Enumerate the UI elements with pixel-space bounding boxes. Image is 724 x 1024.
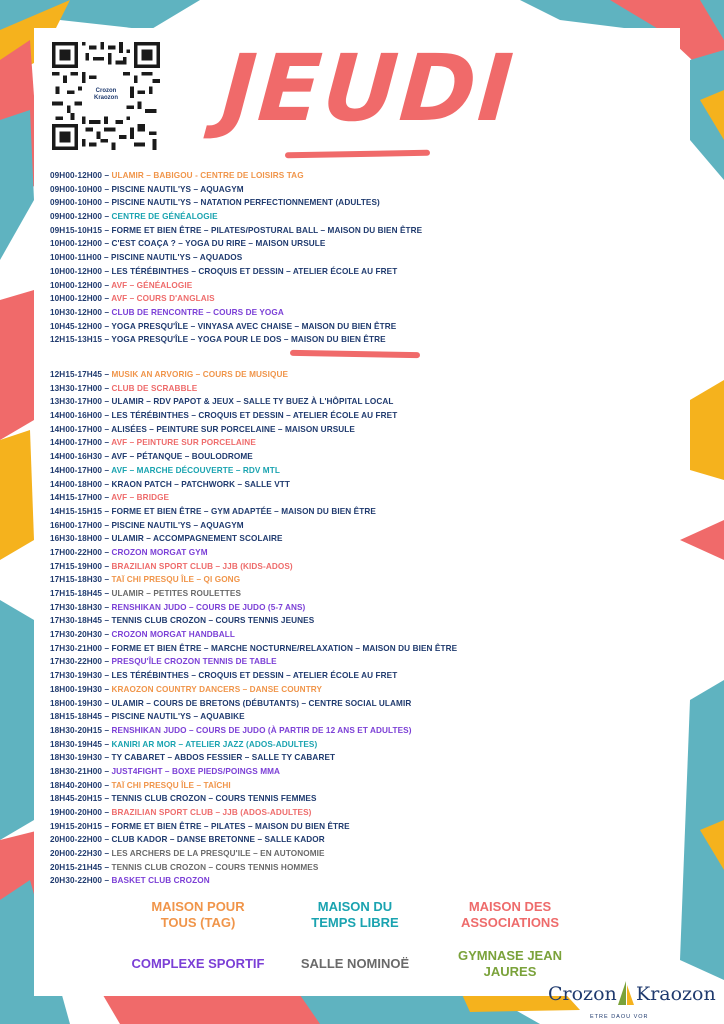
entry-activity: PISCINE NAUTIL'YS – AQUADOS (111, 253, 243, 263)
entry-activity: TENNIS CLUB CROZON – COURS TENNIS JEUNES (111, 616, 315, 626)
schedule-entry (50, 683, 457, 697)
entry-time: 14H15-15H15 (50, 506, 103, 516)
schedule-entry (50, 792, 457, 806)
entry-time: 09H00-12H00 (50, 171, 103, 180)
entry-time: 17H15-18H30 (50, 575, 103, 585)
schedule-entry (50, 806, 457, 820)
legend-gymnase-jean-jaures (440, 948, 580, 980)
schedule-entry (50, 847, 457, 861)
entry-separator: – (102, 465, 112, 475)
entry-time: 12H15-17H45 (50, 370, 103, 379)
entry-activity: TY CABARET – ABDOS FESSIER – SALLE TY CABARET (111, 753, 336, 763)
schedule-entry (50, 724, 457, 738)
qr-code[interactable] (52, 42, 160, 150)
entry-separator: – (102, 479, 112, 489)
entry-time: 10H00-12H00 (50, 280, 103, 290)
entry-separator: – (102, 739, 112, 749)
entry-separator: – (102, 602, 112, 612)
entry-separator: – (102, 630, 112, 640)
entry-activity: FORME ET BIEN ÊTRE – MARCHE NOCTURNE/RELAXATION – MAISON DU BIEN ÊTRE (111, 643, 458, 653)
entry-time: 17H30-22H00 (50, 657, 103, 667)
entry-time: 18H30-19H30 (50, 753, 103, 763)
schedule-entry (50, 710, 457, 724)
entry-activity: PISCINE NAUTIL'YS – AQUAGYM (111, 520, 244, 530)
schedule-entry (50, 628, 457, 642)
schedule-entry (50, 532, 457, 546)
legend-label: MAISON DES (468, 899, 552, 914)
logo-word-crozon: Crozon (548, 983, 617, 1005)
schedule-entry (50, 491, 457, 505)
entry-separator: – (102, 212, 112, 222)
entry-separator: – (102, 547, 112, 557)
entry-separator: – (102, 808, 112, 817)
entry-time: 10H00-12H00 (50, 239, 103, 249)
schedule-entry (50, 697, 457, 711)
legend-salle-nominoe: SALLE NOMINOË (300, 956, 410, 971)
entry-separator: – (102, 575, 112, 585)
schedule-entry (50, 751, 457, 765)
entry-time: 09H00-12H00 (50, 212, 103, 222)
entry-separator: – (102, 712, 112, 722)
entry-separator: – (102, 794, 112, 804)
entry-time: 19H00-20H00 (50, 808, 103, 817)
entry-activity: JUST4FIGHT – BOXE PIEDS/POINGS MMA (111, 766, 281, 776)
entry-separator: – (102, 438, 112, 448)
schedule-entry (50, 306, 422, 320)
schedule-entry (50, 292, 422, 306)
legend-label: TEMPS LIBRE (311, 915, 399, 930)
entry-time: 18H15-18H45 (50, 712, 103, 722)
schedule-entry (50, 423, 457, 437)
schedule-entry (50, 820, 457, 834)
entry-separator: – (102, 821, 112, 831)
entry-activity: FORME ET BIEN ÊTRE – PILATES/POSTURAL BALL – MAISON DU BIEN ÊTRE (111, 225, 423, 235)
schedule-entry (50, 237, 422, 251)
schedule-entry (50, 320, 422, 334)
entry-separator: – (102, 198, 112, 208)
schedule-entry (50, 669, 457, 683)
entry-time: 18H00-19H30 (50, 684, 103, 694)
schedule-entry (50, 382, 457, 396)
entry-time: 18H00-19H30 (50, 698, 103, 708)
entry-separator: – (102, 321, 112, 331)
entry-activity: YOGA PRESQU'ÎLE – YOGA POUR LE DOS – MAISON DU BIEN ÊTRE (111, 335, 386, 345)
entry-separator: – (102, 171, 112, 180)
entry-time: 18H30-19H45 (50, 739, 103, 749)
schedule-entry (50, 450, 457, 464)
schedule-entry (50, 560, 457, 574)
entry-activity: BRAZILIAN SPORT CLUB – JJB (ADOS-ADULTES) (111, 808, 312, 817)
schedule-entry (50, 464, 457, 478)
entry-activity: CENTRE DE GÉNÉALOGIE (111, 212, 218, 222)
entry-separator: – (102, 876, 112, 886)
entry-time: 20H00-22H30 (50, 849, 103, 859)
entry-time: 09H15-10H15 (50, 225, 103, 235)
entry-time: 14H00-16H30 (50, 452, 103, 462)
entry-activity: MUSIK AN ARVORIG – COURS DE MUSIQUE (111, 370, 289, 379)
schedule-entry (50, 874, 457, 888)
entry-activity: CLUB KADOR – DANSE BRETONNE – SALLE KADOR (111, 835, 325, 845)
entry-separator: – (102, 725, 112, 735)
entry-time: 17H15-19H00 (50, 561, 103, 571)
schedule-entry (50, 265, 422, 279)
schedule-entry (50, 779, 457, 793)
entry-activity: ULAMIR – ACCOMPAGNEMENT SCOLAIRE (111, 534, 283, 544)
entry-separator: – (102, 452, 112, 462)
schedule-entry (50, 210, 422, 224)
schedule-entry (50, 183, 422, 197)
entry-activity: PISCINE NAUTIL'YS – AQUABIKE (111, 712, 245, 722)
entry-activity: CROZON MORGAT HANDBALL (111, 630, 235, 640)
entry-time: 13H30-17H00 (50, 383, 103, 393)
entry-separator: – (102, 239, 112, 249)
entry-activity: ULAMIR – PETITES ROULETTES (111, 589, 242, 598)
entry-separator: – (102, 835, 112, 845)
entry-separator: – (102, 335, 112, 345)
entry-time: 14H00-16H00 (50, 411, 103, 421)
entry-activity: KRAON PATCH – PATCHWORK – SALLE VTT (111, 479, 290, 489)
entry-separator: – (102, 184, 112, 194)
entry-separator: – (102, 561, 112, 571)
legend-complexe-sportif: COMPLEXE SPORTIF (131, 956, 265, 971)
entry-activity: AVF – BRIDGE (111, 493, 170, 503)
entry-time: 14H00-17H00 (50, 465, 103, 475)
schedule-entry (50, 251, 422, 265)
schedule-entry (50, 642, 457, 656)
page-title: JEUDI (218, 35, 519, 142)
entry-time: 20H30-22H00 (50, 876, 103, 886)
entry-time: 10H00-12H00 (50, 266, 103, 276)
entry-separator: – (102, 307, 112, 317)
entry-separator: – (102, 753, 112, 763)
entry-time: 09H00-10H00 (50, 198, 103, 208)
entry-activity: AVF – PEINTURE SUR PORCELAINE (111, 438, 256, 448)
afternoon-schedule-list (50, 368, 457, 888)
entry-time: 14H00-17H00 (50, 424, 103, 434)
entry-activity: PISCINE NAUTIL'YS – NATATION PERFECTIONNEMENT (ADULTES) (111, 198, 380, 208)
entry-time: 19H15-20H15 (50, 821, 103, 831)
entry-activity: AVF – COURS D'ANGLAIS (111, 294, 215, 304)
schedule-entry (50, 519, 457, 533)
entry-activity: KANIRI AR MOR – ATELIER JAZZ (ADOS-ADULTES) (111, 739, 318, 749)
entry-activity: CLUB DE RENCONTRE – COURS DE YOGA (111, 307, 284, 317)
entry-time: 17H00-22H00 (50, 547, 103, 557)
entry-time: 18H45-20H15 (50, 794, 103, 804)
entry-time: 17H30-21H00 (50, 643, 103, 653)
schedule-entry (50, 587, 457, 601)
entry-time: 18H30-21H00 (50, 766, 103, 776)
morning-schedule-list (50, 169, 422, 347)
legend-label: TOUS (TAG) (160, 915, 236, 930)
schedule-entry (50, 333, 422, 347)
entry-activity: TAÏ CHI PRESQU ÎLE – QI GONG (111, 575, 241, 585)
schedule-entry (50, 436, 457, 450)
entry-separator: – (102, 225, 112, 235)
schedule-entry (50, 409, 457, 423)
entry-activity: AVF – GÉNÉALOGIE (111, 280, 193, 290)
schedule-entry (50, 573, 457, 587)
entry-activity: YOGA PRESQU'ÎLE – VINYASA AVEC CHAISE – MAISON DU BIEN ÊTRE (111, 321, 397, 331)
entry-activity: LES ARCHERS DE LA PRESQU'ILE – EN AUTONOMIE (111, 849, 325, 859)
entry-time: 09H00-10H00 (50, 184, 103, 194)
schedule-entry (50, 368, 457, 382)
entry-separator: – (102, 383, 112, 393)
entry-time: 16H00-17H00 (50, 520, 103, 530)
entry-time: 10H45-12H00 (50, 321, 103, 331)
entry-time: 14H00-18H00 (50, 479, 103, 489)
entry-time: 17H15-18H45 (50, 589, 103, 598)
entry-activity: ULAMIR – COURS DE BRETONS (DÉBUTANTS) – CENTRE SOCIAL ULAMIR (111, 698, 412, 708)
logo-tagline: ETRE DAOU VOR (590, 1014, 649, 1020)
entry-separator: – (102, 294, 112, 304)
entry-activity: ALISÉES – PEINTURE SUR PORCELAINE – MAISON URSULE (111, 424, 355, 434)
sailboat-icon (616, 979, 636, 1009)
schedule-entry (50, 395, 457, 409)
legend-maison-pour-tous (133, 899, 263, 931)
legend-label: GYMNASE JEAN (457, 948, 563, 963)
entry-separator: – (102, 411, 112, 421)
entry-time: 16H30-18H00 (50, 534, 103, 544)
entry-separator: – (102, 780, 112, 790)
entry-activity: KRAOZON COUNTRY DANCERS – DANSE COUNTRY (111, 684, 323, 694)
schedule-entry (50, 279, 422, 293)
schedule-entry (50, 224, 422, 238)
entry-activity: FORME ET BIEN ÊTRE – GYM ADAPTÉE – MAISON DU BIEN ÊTRE (111, 506, 376, 516)
entry-time: 17H30-19H30 (50, 671, 103, 681)
entry-activity: AVF – PÉTANQUE – BOULODROME (111, 452, 253, 462)
entry-separator: – (102, 671, 112, 681)
schedule-entry (50, 196, 422, 210)
entry-separator: – (102, 534, 112, 544)
entry-separator: – (102, 280, 112, 290)
legend-maison-associations (440, 899, 580, 931)
entry-activity: TENNIS CLUB CROZON – COURS TENNIS FEMMES (111, 794, 317, 804)
entry-time: 18H30-20H15 (50, 725, 103, 735)
entry-activity: FORME ET BIEN ÊTRE – PILATES – MAISON DU BIEN ÊTRE (111, 821, 350, 831)
entry-separator: – (102, 698, 112, 708)
schedule-entry (50, 861, 457, 875)
legend-label: MAISON POUR (151, 899, 245, 914)
schedule-entry (50, 765, 457, 779)
entry-activity: RENSHIKAN JUDO – COURS DE JUDO (5-7 ANS) (111, 602, 306, 612)
entry-time: 14H15-17H00 (50, 493, 103, 503)
schedule-entry (50, 738, 457, 752)
entry-time: 17H30-20H30 (50, 630, 103, 640)
entry-activity: ULAMIR – RDV PAPOT & JEUX – SALLE TY BUEZ À L'HÔPITAL LOCAL (111, 397, 394, 407)
entry-time: 20H00-22H00 (50, 835, 103, 845)
legend-label: ASSOCIATIONS (461, 915, 559, 930)
entry-activity: TENNIS CLUB CROZON – COURS TENNIS HOMMES (111, 862, 319, 872)
entry-time: 10H00-12H00 (50, 294, 103, 304)
schedule-entry (50, 478, 457, 492)
entry-separator: – (102, 657, 112, 667)
entry-separator: – (102, 862, 112, 872)
schedule-entry (50, 833, 457, 847)
entry-time: 13H30-17H00 (50, 397, 103, 407)
entry-activity: PRESQU'ÎLE CROZON TENNIS DE TABLE (111, 657, 277, 667)
entry-activity: AVF – MARCHE DÉCOUVERTE – RDV MTL (111, 465, 280, 475)
entry-separator: – (102, 424, 112, 434)
entry-activity: BASKET CLUB CROZON (111, 876, 210, 886)
entry-activity: LES TÉRÉBINTHES – CROQUIS ET DESSIN – ATELIER ÉCOLE AU FRET (111, 411, 398, 421)
entry-separator: – (102, 266, 112, 276)
entry-separator: – (102, 520, 112, 530)
entry-activity: CROZON MORGAT GYM (111, 547, 208, 557)
entry-separator: – (101, 253, 112, 263)
entry-activity: LES TÉRÉBINTHES – CROQUIS ET DESSIN – ATELIER ÉCOLE AU FRET (111, 266, 398, 276)
entry-separator: – (102, 493, 112, 503)
entry-time: 20H15-21H45 (50, 862, 103, 872)
entry-separator: – (102, 849, 112, 859)
entry-separator: – (102, 766, 112, 776)
logo-word-kraozon: Kraozon (636, 983, 716, 1005)
entry-activity: C'EST COAÇA ? – YOGA DU RIRE – MAISON URSULE (111, 239, 326, 249)
legend-label: MAISON DU (317, 899, 393, 914)
entry-separator: – (102, 684, 112, 694)
entry-time: 14H00-17H00 (50, 438, 103, 448)
schedule-entry (50, 655, 457, 669)
entry-separator: – (102, 643, 112, 653)
legend-label: JAURES (483, 964, 537, 979)
entry-separator: – (102, 397, 112, 407)
entry-activity: TAÏ CHI PRESQU ÎLE – TAÏCHI (111, 780, 231, 790)
schedule-entry (50, 601, 457, 615)
entry-activity: ULAMIR – BABIGOU - CENTRE DE LOISIRS TAG (111, 171, 304, 180)
entry-separator: – (102, 370, 112, 379)
entry-separator: – (102, 589, 112, 598)
entry-time: 10H30-12H00 (50, 307, 103, 317)
schedule-entry (50, 505, 457, 519)
schedule-entry (50, 614, 457, 628)
entry-activity: RENSHIKAN JUDO – COURS DE JUDO (À PARTIR DE 12 ANS ET ADULTES) (111, 725, 412, 735)
legend-maison-temps-libre (290, 899, 420, 931)
entry-activity: CLUB DE SCRABBLE (111, 383, 198, 393)
entry-time: 17H30-18H45 (50, 616, 103, 626)
entry-time: 10H00-11H00 (50, 253, 102, 263)
entry-activity: BRAZILIAN SPORT CLUB – JJB (KIDS-ADOS) (111, 561, 293, 571)
qr-center-logo: Crozon Kraozon (90, 82, 122, 108)
entry-activity: LES TÉRÉBINTHES – CROQUIS ET DESSIN – ATELIER ÉCOLE AU FRET (111, 671, 398, 681)
entry-time: 17H30-18H30 (50, 602, 103, 612)
entry-separator: – (102, 506, 112, 516)
entry-separator: – (102, 616, 112, 626)
crozon-kraozon-logo (548, 983, 716, 1021)
schedule-entry (50, 169, 422, 183)
entry-activity: PISCINE NAUTIL'YS – AQUAGYM (111, 184, 244, 194)
entry-time: 18H40-20H00 (50, 780, 103, 790)
schedule-entry (50, 546, 457, 560)
entry-time: 12H15-13H15 (50, 335, 103, 345)
